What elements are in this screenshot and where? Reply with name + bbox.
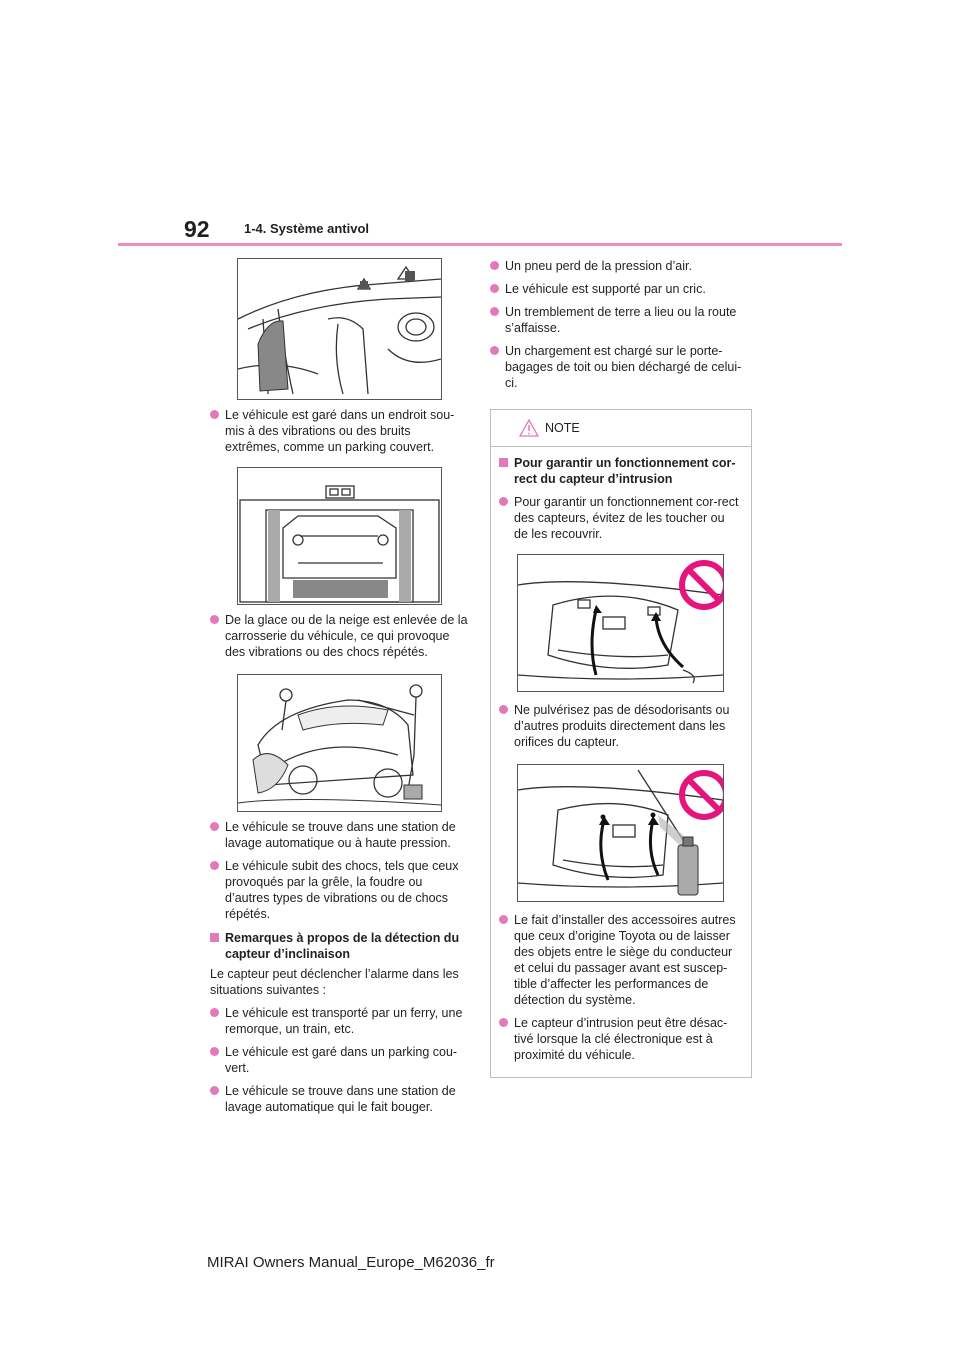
list-item: Le véhicule est transporté par un ferry, une remorque, un train, etc. bbox=[210, 1005, 468, 1037]
illustration-parking bbox=[237, 467, 442, 605]
list-item: Le véhicule est supporté par un cric. bbox=[490, 281, 752, 297]
interior-drawing bbox=[238, 259, 441, 399]
bullet-dot-icon bbox=[499, 497, 508, 506]
prohibition-icon bbox=[682, 563, 723, 607]
note-body bbox=[491, 455, 751, 1077]
list-item: De la glace ou de la neige est enlevée de la carrosserie du véhicule, ce qui provoque des vibrations ou des chocs répétés. bbox=[210, 612, 468, 660]
list-item: Le véhicule se trouve dans une station de lavage automatique qui le fait bouger. bbox=[210, 1083, 468, 1115]
note-heading: Pour garantir un fonctionnement cor-rect du capteur d’intrusion bbox=[499, 455, 741, 487]
bullet-dot-icon bbox=[210, 1047, 219, 1056]
bullet-dot-icon bbox=[210, 822, 219, 831]
bullet-dot-icon bbox=[210, 410, 219, 419]
note-box bbox=[490, 409, 752, 1078]
page-number: 92 bbox=[184, 216, 210, 242]
section-title: 1-4. Système antivol bbox=[244, 221, 369, 236]
list-item: Le véhicule est garé dans un parking cou-vert. bbox=[210, 1044, 468, 1076]
spray-can-icon bbox=[678, 837, 698, 895]
list-item: Le véhicule est garé dans un endroit sou-mis à des vibrations ou des bruits extrêmes, comme un parking couvert. bbox=[210, 407, 468, 455]
bullet-dot-icon bbox=[490, 346, 499, 355]
list-item: Un tremblement de terre a lieu ou la route s’affaisse. bbox=[490, 304, 752, 336]
warning-triangle-icon bbox=[519, 419, 539, 437]
list-item: Un chargement est chargé sur le porte-bagages de toit ou bien déchargé de celui-ci. bbox=[490, 343, 752, 391]
note-header bbox=[491, 410, 751, 447]
illustration-interior bbox=[237, 258, 442, 400]
list-item: Pour garantir un fonctionnement cor-rect des capteurs, évitez de les toucher ou de les recouvrir. bbox=[499, 494, 741, 542]
bullet-dot-icon bbox=[490, 261, 499, 270]
header-rule bbox=[118, 243, 842, 246]
note-title: NOTE bbox=[545, 421, 580, 435]
list-item: Le fait d’installer des accessoires autres que ceux d’origine Toyota ou de laisser des objets entre le siège du conducteur et celui du passager avant est suscep-tible d’affecter les performances de détection du système. bbox=[499, 912, 741, 1008]
snow-removal-drawing bbox=[238, 675, 441, 811]
footer-manual-title: MIRAI Owners Manual_Europe_M62036_fr bbox=[207, 1254, 495, 1271]
square-bullet-icon bbox=[210, 933, 219, 942]
list-item: Le véhicule subit des chocs, tels que ceux provoqués par la grêle, la foudre ou d’autres types de vibrations ou de chocs répétés. bbox=[210, 858, 468, 922]
right-column bbox=[490, 258, 752, 1078]
bullet-dot-icon bbox=[499, 705, 508, 714]
list-item: Le véhicule se trouve dans une station de lavage automatique ou à haute pression. bbox=[210, 819, 468, 851]
list-item: Un pneu perd de la pression d’air. bbox=[490, 258, 752, 274]
left-column bbox=[210, 258, 468, 1115]
bullet-dot-icon bbox=[499, 1018, 508, 1027]
bullet-dot-icon bbox=[499, 915, 508, 924]
parking-drawing bbox=[238, 468, 441, 604]
bullet-dot-icon bbox=[490, 307, 499, 316]
bullet-dot-icon bbox=[490, 284, 499, 293]
illustration-snow-removal bbox=[237, 674, 442, 812]
illustration-sensor-touch bbox=[517, 554, 724, 692]
bullet-dot-icon bbox=[210, 861, 219, 870]
list-item: Le capteur d’intrusion peut être désac-tivé lorsque la clé électronique est à proximité du véhicule. bbox=[499, 1015, 741, 1063]
paragraph-intro: Le capteur peut déclencher l’alarme dans les situations suivantes : bbox=[210, 967, 459, 997]
sensor-touch-drawing bbox=[518, 555, 723, 691]
illustration-sensor-spray bbox=[517, 764, 724, 902]
square-bullet-icon bbox=[499, 458, 508, 467]
bullet-dot-icon bbox=[210, 1008, 219, 1017]
sensor-spray-drawing bbox=[518, 765, 723, 901]
subheading-tilt-sensor: Remarques à propos de la détection du capteur d’inclinaison bbox=[210, 930, 468, 962]
list-item: Ne pulvérisez pas de désodorisants ou d’autres produits directement dans les orifices du capteur. bbox=[499, 702, 741, 750]
bullet-dot-icon bbox=[210, 1086, 219, 1095]
bullet-dot-icon bbox=[210, 615, 219, 624]
